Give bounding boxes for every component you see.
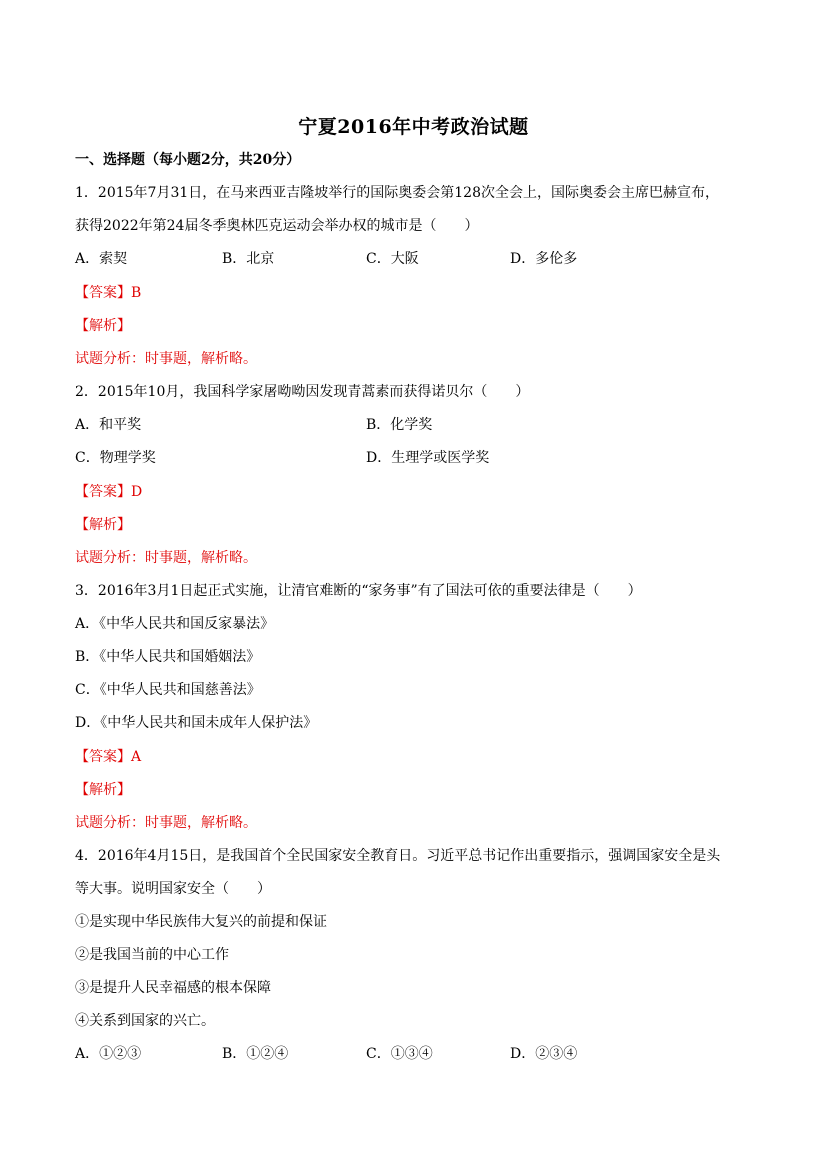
q4-item-4: ④关系到国家的兴亡。 [75, 1013, 215, 1029]
q2-option-c: C．物理学奖 [75, 450, 156, 466]
q1-option-c: C．大阪 [366, 251, 419, 267]
page-title: 宁夏2016年中考政治试题 [298, 116, 529, 138]
q3-analysis-label: 【解析】 [75, 782, 131, 798]
q1-answer: 【答案】B [75, 285, 142, 301]
q1-option-d: D．多伦多 [510, 251, 578, 267]
q2-answer: 【答案】D [75, 484, 143, 500]
q2-option-b: B．化学奖 [366, 417, 433, 433]
q2-explain: 试题分析：时事题，解析略。 [75, 550, 257, 566]
q1-option-a: A．索契 [75, 251, 128, 267]
q3-answer: 【答案】A [75, 749, 142, 765]
q4-item-1: ①是实现中华民族伟大复兴的前提和保证 [75, 914, 327, 930]
q1-explain: 试题分析：时事题，解析略。 [75, 351, 257, 367]
q2-option-a: A．和平奖 [75, 417, 142, 433]
q3-stem: 3．2016年3月1日起正式实施，让清官难断的“家务事”有了国法可依的重要法律是（ ） [75, 583, 642, 599]
q4-item-2: ②是我国当前的中心工作 [75, 947, 229, 963]
q2-option-d: D．生理学或医学奖 [366, 450, 490, 466]
q4-option-b: B．①②④ [222, 1046, 289, 1062]
q2-analysis-label: 【解析】 [75, 517, 131, 533]
section-heading: 一、选择题（每小题2分，共20分） [75, 152, 301, 168]
q3-option-b: B．《中华人民共和国婚姻法》 [75, 649, 261, 665]
q4-item-3: ③是提升人民幸福感的根本保障 [75, 980, 271, 996]
q2-stem: 2．2015年10月，我国科学家屠呦呦因发现青蒿素而获得诺贝尔（ ） [75, 384, 530, 400]
q4-option-a: A．①②③ [75, 1046, 142, 1062]
q4-option-c: C．①③④ [366, 1046, 433, 1062]
q3-option-a: A．《中华人民共和国反家暴法》 [75, 616, 275, 632]
q4-stem-line-2: 等大事。说明国家安全（ ） [75, 881, 271, 897]
q1-option-b: B．北京 [222, 251, 275, 267]
q3-option-d: D．《中华人民共和国未成年人保护法》 [75, 715, 318, 731]
q4-stem-line-1: 4．2016年4月15日，是我国首个全民国家安全教育日。习近平总书记作出重要指示，强调国家安全是头 [75, 848, 721, 864]
q4-option-d: D．②③④ [510, 1046, 578, 1062]
q1-stem-line-2: 获得2022年第24届冬季奥林匹克运动会举办权的城市是（ ） [75, 218, 479, 234]
q1-analysis-label: 【解析】 [75, 318, 131, 334]
q3-option-c: C．《中华人民共和国慈善法》 [75, 682, 261, 698]
q1-stem-line-1: 1．2015年7月31日，在马来西亚吉隆坡举行的国际奥委会第128次全会上，国际奥委会主席巴赫宣布， [75, 185, 719, 201]
q3-explain: 试题分析：时事题，解析略。 [75, 815, 257, 831]
